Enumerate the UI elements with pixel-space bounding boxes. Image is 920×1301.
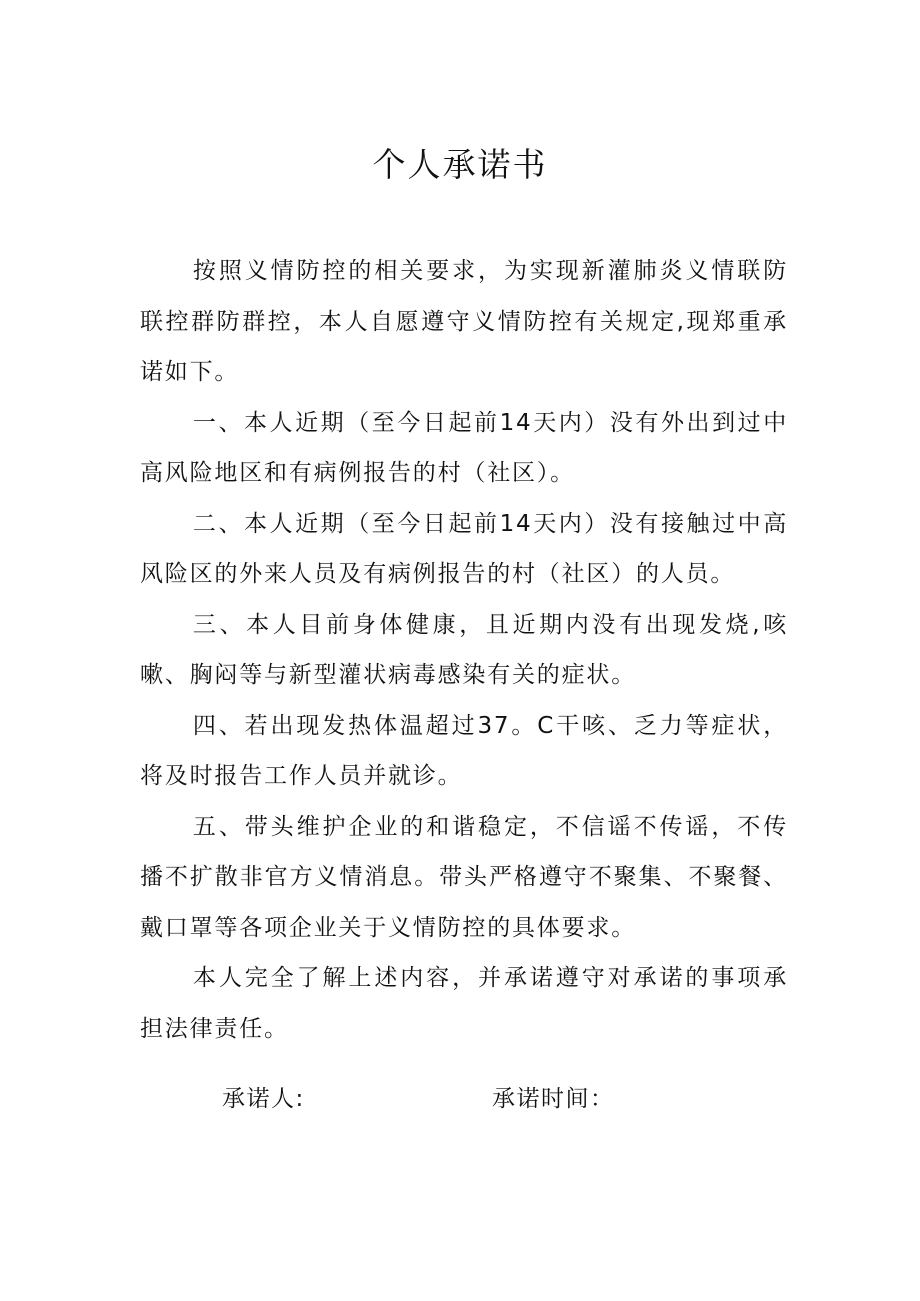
intro-paragraph: 按照义情防控的相关要求，为实现新灌肺炎义情联防联控群防群控，本人自愿遵守义情防控有关规定,现郑重承诺如下。 xyxy=(140,258,788,385)
commitment-item-5: 五、带头维护企业的和谐稳定，不信谣不传谣，不传播不扩散非官方义情消息。带头严格遵守不聚集、不聚餐、戴口罩等各项企业关于义情防控的具体要求。 xyxy=(140,813,788,941)
commitment-item-2: 二、本人近期（至今日起前14天内）没有接触过中高风险区的外来人员及有病例报告的村（社区）的人员。 xyxy=(140,510,788,587)
commitment-item-4: 四、若出现发热体温超过37。C干咳、乏力等症状，将及时报告工作人员并就诊。 xyxy=(140,712,788,789)
closing-paragraph: 本人完全了解上述内容，并承诺遵守对承诺的事项承担法律责任。 xyxy=(140,965,788,1042)
commitment-item-1: 一、本人近期（至今日起前14天内）没有外出到过中高风险地区和有病例报告的村（社区）。 xyxy=(140,409,788,486)
signer-label: 承诺人: xyxy=(222,1086,305,1112)
signature-row xyxy=(0,1076,920,1122)
document-body xyxy=(140,246,788,1054)
commitment-item-3: 三、本人目前身体健康，且近期内没有出现发烧,咳嗽、胸闷等与新型灌状病毒感染有关的症状。 xyxy=(140,611,788,688)
sign-date-label: 承诺时间： xyxy=(492,1086,615,1112)
document-title: 个人承诺书 xyxy=(372,145,548,184)
